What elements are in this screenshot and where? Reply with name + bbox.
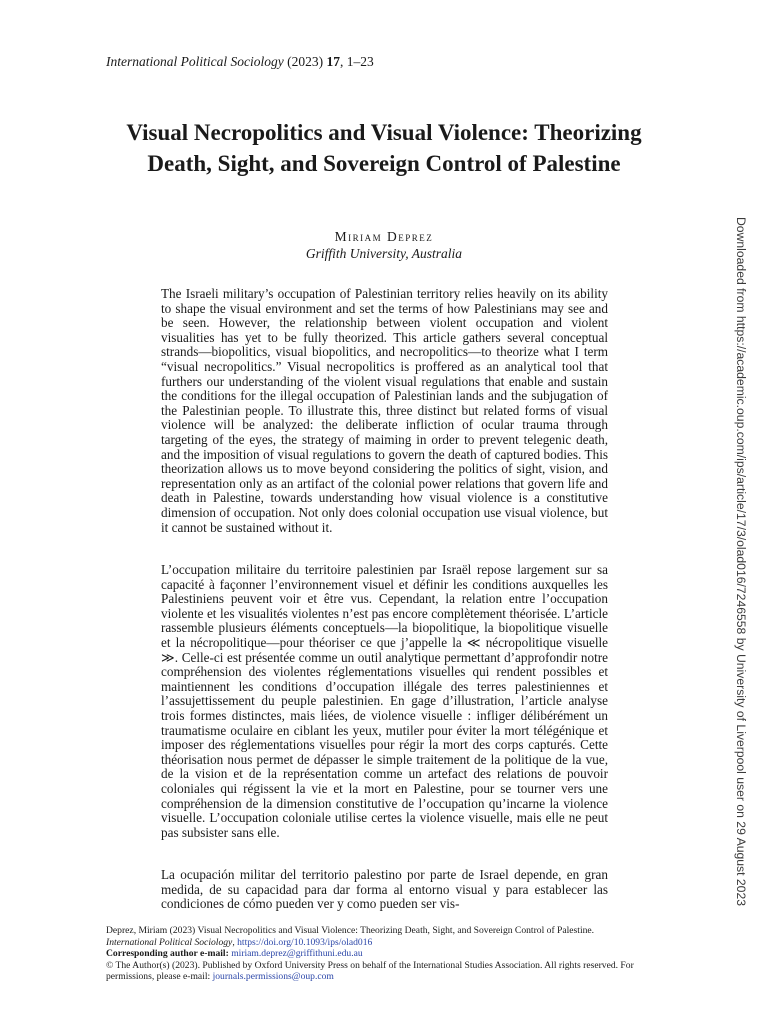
download-watermark (731, 217, 751, 907)
journal-name: International Political Sociology (106, 54, 284, 69)
page-footer (106, 925, 662, 983)
abstract-french (161, 563, 608, 840)
citation-journal-line: International Political Sociology, https://doi.org/10.1093/ips/olad016 (106, 936, 373, 948)
citation-line: Deprez, Miriam (2023) Visual Necropolitics and Visual Violence: Theorizing Death, Sight, and Sovereign Control of Palestine. (106, 925, 595, 936)
doi-link[interactable]: https://doi.org/10.1093/ips/olad016 (237, 936, 373, 948)
copyright-line (106, 960, 662, 983)
author-affiliation: Griffith University, Australia (305, 246, 463, 261)
abstract-english-text: The Israeli military’s occupation of Palestinian territory relies heavily on its ability to shape the visual environment and set the terms of how Palestinians may see and be seen. However, the relationship between violent occupation and violent visualities has yet to be fully theorized. This article gathers several conceptual strands—biopolitics, visual biopolitics, and necropolitics—to theorize what I term “visual necropolitics.” Visual necropolitics is proffered as an analytical tool that furthers our understanding of the violent visual regulations that enable and sustain the conditions for the illegal occupation of Palestinian lands and the subjugation of the Palestinian people. To illustrate this, three distinct but related forms of visual violence will be analyzed: the deliberate infliction of ocular trauma through targeting of the eyes, the strategy of maiming in order to prevent telegenic death, and the imposition of visual regulations to govern the death of captured bodies. This theorization allows us to move beyond considering the politics of sight, vision, and representation only as an artifact of the colonial power relations that govern life and death in Palestine, towards understanding how visual violence is a constitutive dimension of occupation. Not only does colonial occupation use visual violence, but it cannot be sustained without it. (161, 286, 608, 535)
download-watermark-text: Downloaded from https://academic.oup.com/ips/article/17/3/olad016/7246558 by University of Liverpool user on 29 August 2023 (734, 217, 748, 907)
corresponding-author-line (106, 948, 662, 960)
running-head (106, 54, 374, 70)
article-title: Visual Necropolitics and Visual Violence: Theorizing Death, Sight, and Sovereign Control of Palestine (126, 120, 642, 176)
permissions-email-link[interactable]: journals.permissions@oup.com (212, 971, 334, 983)
citation-journal: International Political Sociology (106, 936, 233, 948)
author-name: Miriam Deprez (334, 229, 434, 244)
corresponding-email-link[interactable]: miriam.deprez@griffithuni.edu.au (231, 948, 363, 960)
journal-volume: 17 (326, 54, 340, 69)
copyright-text: © The Author(s) (2023). Published by Oxford University Press on behalf of the International Studies Association. All rights reserved. For permissions, please e-mail: (106, 959, 634, 983)
corresponding-label: Corresponding author e-mail: (106, 948, 229, 960)
abstract-french-text: L’occupation militaire du territoire palestinien par Israël repose largement sur sa capacité à façonner l’environnement visuel et définir les conditions auxquelles les Palestiniens peuvent voir et être vus. Cependant, la relation entre l’occupation violente et les visualités violentes n’est pas encore complètement théorisée. L’article rassemble plusieurs éléments conceptuels—la biopolitique, la biopolitique visuelle et la nécropolitique—pour théoriser ce que j’appelle la ≪ nécropolitique visuelle ≫. Celle-ci est présentée comme un outil analytique permettant d’approfondir notre compréhension des violentes réglementations visuelles qui rendent possibles et maintiennent les conditions d’occupation illégale des terres palestiniennes et l’assujettissement du peuple palestinien. En gage d’illustration, l’article analyse trois formes distinctes, mais liées, de violence visuelle : infliger délibérément un traumatisme oculaire en ciblant les yeux, mutiler pour éviter la mort télégénique et imposer des réglementations visuelles pour régir la mort des corps capturés. Cette théorisation nous permet de dépasser le simple traitement de la politique de la vue, de la vision et de la représentation comme un artefact des relations de pouvoir coloniales qui régissent la vie et la mort en Palestine, pour se tourner vers une compréhension de la dimension constitutive de l’occupation qu’incarne la violence visuelle. L’occupation coloniale utilise certes la violence visuelle, mais elle ne peut pas subsister sans elle. (161, 562, 608, 840)
abstract-spanish-text: La ocupación militar del territorio palestino por parte de Israel depende, en gran medida, de su capacidad para dar forma al entorno visual y para establecer las condiciones de cómo pueden ver y como pueden ser vis- (161, 867, 608, 912)
journal-pages: , 1–23 (339, 54, 374, 69)
abstract-english (161, 287, 608, 535)
journal-year: (2023) (287, 54, 324, 69)
abstract-spanish (161, 868, 608, 912)
